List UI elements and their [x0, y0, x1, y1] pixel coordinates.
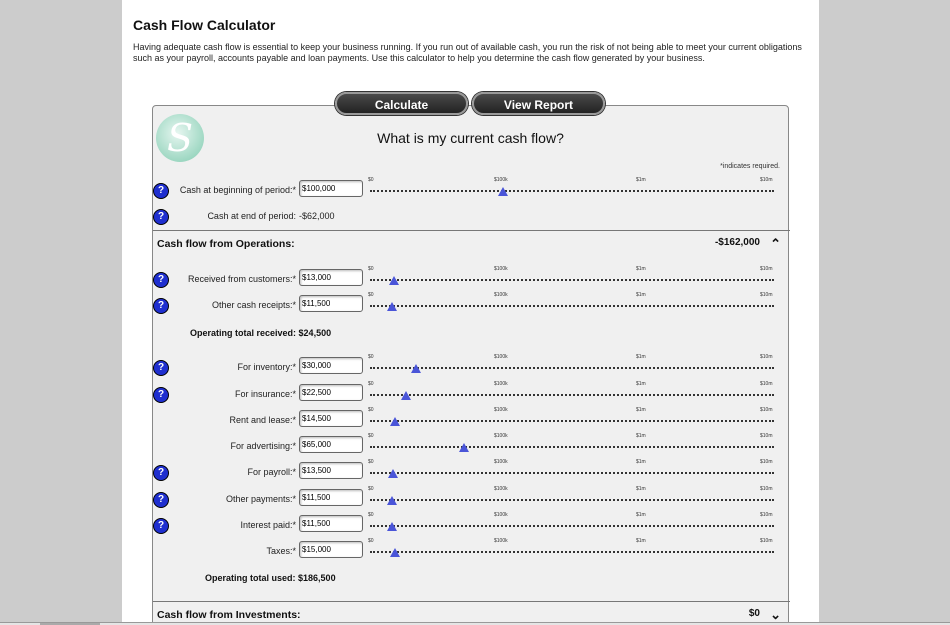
row-paid: [153, 354, 790, 378]
slider-scale: [368, 433, 778, 441]
slider-scale: [368, 381, 778, 389]
help-icon[interactable]: ?: [153, 518, 169, 534]
slider-thumb[interactable]: [459, 443, 469, 452]
slider-tick-label: $100k: [494, 512, 508, 518]
logo-letter: S: [166, 116, 194, 160]
amount-slider: [368, 407, 778, 431]
received-total-label: Operating total received:: [190, 328, 297, 338]
amount-slider: [368, 354, 778, 378]
slider-tick-label: $100k: [494, 433, 508, 439]
row-paid: [153, 486, 790, 510]
slider-thumb[interactable]: [387, 496, 397, 505]
row-label: Other cash receipts:*: [211, 300, 296, 310]
row-paid: [153, 538, 790, 562]
slider-tick-label: $1m: [636, 177, 646, 183]
help-icon[interactable]: ?: [153, 465, 169, 481]
amount-slider: [368, 459, 778, 483]
cash-begin-label: Cash at beginning of period:*: [179, 185, 296, 195]
slider-scale: [368, 354, 778, 362]
slider-tick-label: $1m: [636, 354, 646, 360]
row-cash-end: [153, 203, 790, 227]
calculator-panel: [152, 105, 789, 625]
slider-thumb[interactable]: [387, 522, 397, 531]
slider-track[interactable]: [370, 551, 774, 553]
slider-track[interactable]: [370, 367, 774, 369]
slider-tick-label: $1m: [636, 512, 646, 518]
cash-end-label: Cash at end of period:: [207, 211, 296, 221]
slider-scale: [368, 266, 778, 274]
amount-input[interactable]: [299, 489, 363, 506]
slider-tick-label: $10m: [760, 177, 773, 183]
amount-slider: [368, 512, 778, 536]
slider-track[interactable]: [370, 472, 774, 474]
slider-tick-label: $0: [368, 266, 374, 272]
slider-tick-label: $0: [368, 538, 374, 544]
page-content: [122, 0, 819, 625]
required-note: *indicates required.: [720, 163, 780, 170]
row-label: Interest paid:*: [240, 520, 296, 530]
chevron-down-icon[interactable]: ⌄: [770, 607, 781, 622]
help-icon[interactable]: ?: [153, 387, 169, 403]
slider-tick-label: $10m: [760, 266, 773, 272]
slider-tick-label: $10m: [760, 433, 773, 439]
section-operations-amount: -$162,000: [714, 237, 760, 248]
slider-tick-label: $100k: [494, 292, 508, 298]
calculate-button[interactable]: Calculate: [335, 92, 468, 115]
slider-tick-label: $10m: [760, 292, 773, 298]
slider-scale: [368, 407, 778, 415]
cash-begin-slider: [368, 177, 778, 201]
slider-track[interactable]: [370, 499, 774, 501]
slider-tick-label: $0: [368, 354, 374, 360]
row-label: Other payments:*: [225, 494, 296, 504]
slider-tick-label: $10m: [760, 354, 773, 360]
slider-tick-label: $0: [368, 433, 374, 439]
chevron-up-icon[interactable]: ⌃: [770, 236, 781, 251]
slider-tick-label: $1m: [636, 266, 646, 272]
slider-thumb[interactable]: [388, 469, 398, 478]
help-icon[interactable]: ?: [153, 360, 169, 376]
amount-input[interactable]: [299, 269, 363, 286]
received-total-value: $24,500: [298, 328, 332, 338]
row-received: [153, 292, 790, 316]
slider-track[interactable]: [370, 420, 774, 422]
page-title: Cash Flow Calculator: [133, 17, 276, 33]
slider-tick-label: $10m: [760, 407, 773, 413]
view-report-button[interactable]: View Report: [472, 92, 605, 115]
row-label: Received from customers:*: [187, 274, 296, 284]
page-intro: Having adequate cash flow is essential to keep your business running. If you run out of available cash, you run the risk of not being able to meet your current obligations such as your payroll, accounts payable and loan payments. Use this calculator to help you determine the cash flow generated by your business.: [133, 42, 802, 63]
slider-thumb[interactable]: [389, 276, 399, 285]
slider-thumb[interactable]: [387, 302, 397, 311]
slider-tick-label: $100k: [494, 266, 508, 272]
slider-tick-label: $10m: [760, 512, 773, 518]
slider-thumb[interactable]: [401, 391, 411, 400]
row-cash-begin: [153, 177, 790, 201]
slider-scale: [368, 459, 778, 467]
row-label: For payroll:*: [247, 467, 296, 477]
amount-input[interactable]: [299, 295, 363, 312]
cash-end-value: -$62,000: [299, 211, 335, 221]
amount-slider: [368, 486, 778, 510]
button-row: [335, 92, 605, 116]
section-investments-title: Cash flow from Investments:: [157, 609, 301, 621]
used-total-value: $186,500: [298, 573, 336, 583]
slider-tick-label: $0: [368, 486, 374, 492]
slider-tick-label: $100k: [494, 486, 508, 492]
slider-tick-label: $0: [368, 459, 374, 465]
slider-tick-label: $1m: [636, 433, 646, 439]
slider-tick-label: $0: [368, 177, 374, 183]
slider-tick-label: $100k: [494, 459, 508, 465]
help-icon[interactable]: ?: [153, 272, 169, 288]
slider-track[interactable]: [370, 525, 774, 527]
slider-thumb[interactable]: [498, 187, 508, 196]
slider-tick-label: $0: [368, 292, 374, 298]
row-paid: [153, 407, 790, 431]
cash-begin-input[interactable]: [299, 180, 363, 197]
slider-track[interactable]: [370, 394, 774, 396]
slider-tick-label: $10m: [760, 538, 773, 544]
amount-slider: [368, 292, 778, 316]
used-total-label: Operating total used:: [205, 573, 296, 583]
slider-thumb[interactable]: [390, 548, 400, 557]
slider-scale: [368, 538, 778, 546]
slider-tick-label: $0: [368, 512, 374, 518]
amount-slider: [368, 538, 778, 562]
slider-track[interactable]: [370, 446, 774, 448]
slider-thumb[interactable]: [390, 417, 400, 426]
amount-input[interactable]: [299, 436, 363, 453]
slider-scale: [368, 486, 778, 494]
slider-tick-label: $1m: [636, 407, 646, 413]
slider-track[interactable]: [370, 279, 774, 281]
row-label: For insurance:*: [234, 389, 296, 399]
slider-track[interactable]: [370, 305, 774, 307]
help-icon[interactable]: ?: [153, 209, 169, 225]
row-paid: [153, 381, 790, 405]
section-operations[interactable]: [153, 230, 790, 256]
amount-input[interactable]: [299, 357, 363, 374]
slider-tick-label: $100k: [494, 177, 508, 183]
slider-tick-label: $1m: [636, 292, 646, 298]
amount-slider: [368, 381, 778, 405]
amount-input[interactable]: [299, 515, 363, 532]
help-icon[interactable]: ?: [153, 298, 169, 314]
help-icon[interactable]: ?: [153, 183, 169, 199]
row-label: For advertising:*: [230, 441, 296, 451]
slider-tick-label: $1m: [636, 486, 646, 492]
amount-input[interactable]: [299, 384, 363, 401]
slider-thumb[interactable]: [411, 364, 421, 373]
slider-tick-label: $1m: [636, 538, 646, 544]
slider-tick-label: $10m: [760, 381, 773, 387]
row-paid: [153, 459, 790, 483]
slider-tick-label: $1m: [636, 459, 646, 465]
slider-tick-label: $10m: [760, 459, 773, 465]
row-label: For inventory:*: [237, 362, 296, 372]
help-icon[interactable]: ?: [153, 492, 169, 508]
amount-input[interactable]: [299, 410, 363, 427]
slider-tick-label: $10m: [760, 486, 773, 492]
received-total: [190, 328, 331, 338]
row-paid: [153, 512, 790, 536]
slider-tick-label: $100k: [494, 538, 508, 544]
slider-scale: [368, 292, 778, 300]
calculator-question: What is my current cash flow?: [377, 130, 564, 146]
slider-scale: [368, 512, 778, 520]
slider-tick-label: $100k: [494, 407, 508, 413]
slider-scale: [368, 177, 778, 185]
amount-input[interactable]: [299, 541, 363, 558]
row-paid: [153, 433, 790, 457]
slider-tick-label: $100k: [494, 381, 508, 387]
amount-slider: [368, 266, 778, 290]
used-total: [205, 573, 336, 583]
slider-tick-label: $0: [368, 381, 374, 387]
row-label: Rent and lease:*: [229, 415, 296, 425]
amount-slider: [368, 433, 778, 457]
row-received: [153, 266, 790, 290]
slider-tick-label: $100k: [494, 354, 508, 360]
slider-tick-label: $1m: [636, 381, 646, 387]
slider-track[interactable]: [370, 190, 774, 192]
row-label: Taxes:*: [266, 546, 296, 556]
slider-tick-label: $0: [368, 407, 374, 413]
amount-input[interactable]: [299, 462, 363, 479]
section-investments-amount: $0: [748, 608, 760, 619]
section-operations-title: Cash flow from Operations:: [157, 238, 295, 250]
